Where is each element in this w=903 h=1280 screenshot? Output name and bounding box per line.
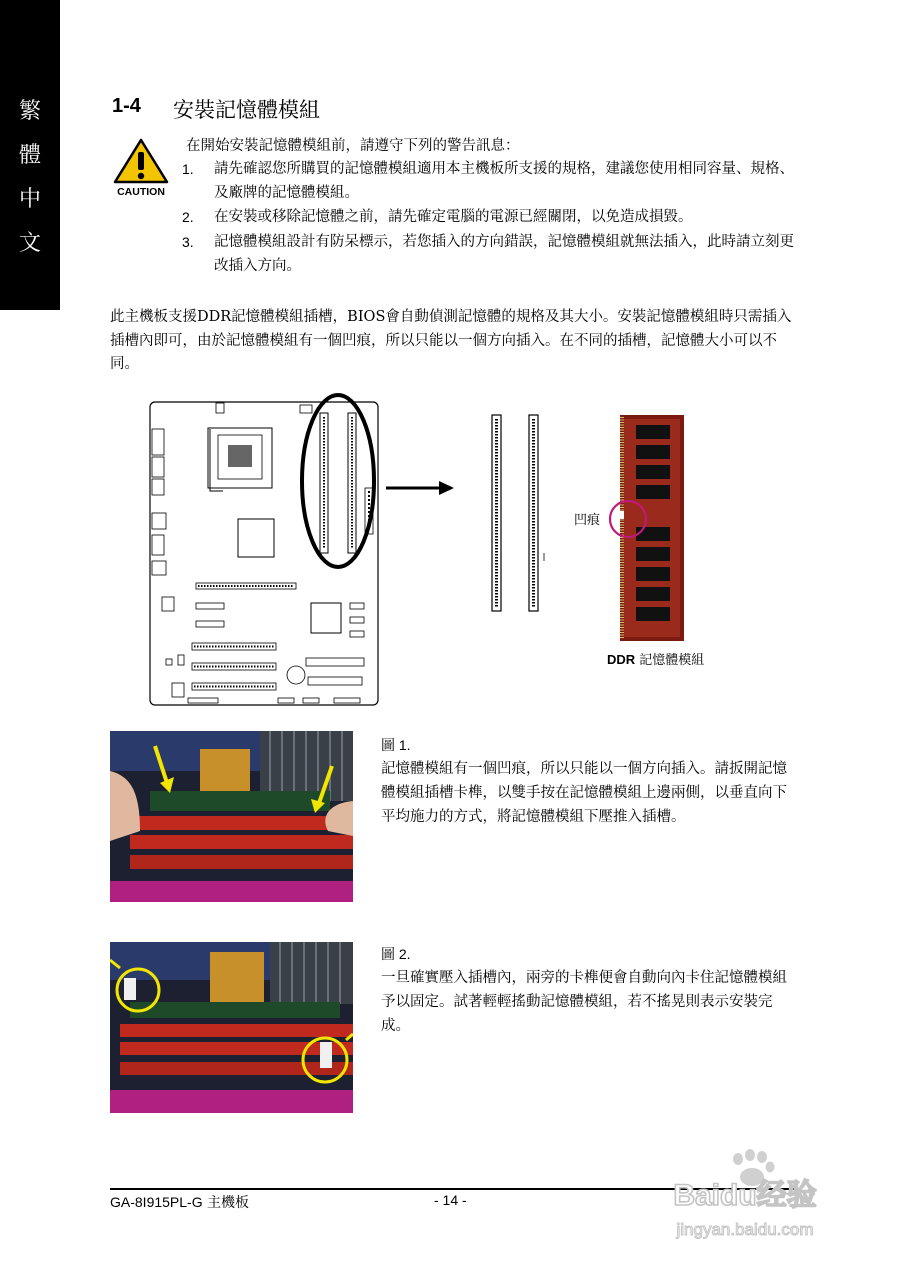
footer-model-suffix: 主機板 (202, 1195, 250, 1211)
language-side-tab (0, 0, 60, 310)
watermark-url: jingyan.baidu.com (676, 1220, 814, 1239)
side-tab-char: 體 (18, 143, 41, 168)
warning-number: 3. (182, 234, 194, 250)
warning-text: 記憶體模組設計有防呆標示，若您插入的方向錯誤，記憶體模組就無法插入，此時請立刻更改插入方向。 (214, 234, 794, 274)
body-paragraph: 此主機板支援DDR記憶體模組插槽，BIOS會自動偵測記憶體的規格及其大小。安裝記憶體模組時只需插入插槽內即可，由於記憶體模組有一個凹痕，所以只能以一個方向插入。在不同的插槽，記憶體大小可以不同。 (110, 309, 792, 372)
warning-text: 請先確認您所購買的記憶體模組適用本主機板所支援的規格，建議您使用相同容量、規格、及廠牌的記憶體模組。 (214, 161, 794, 201)
page-number: - 14 - (434, 1192, 467, 1208)
ddr-caption-bold: DDR (607, 652, 636, 667)
footer-model (110, 1192, 249, 1212)
caution-icon-label: CAUTION (117, 186, 165, 198)
ddr-module (618, 415, 684, 641)
enlarged-dimm-slots (492, 415, 538, 611)
warning-number: 2. (182, 209, 194, 225)
ddr-module-caption (607, 649, 704, 668)
ddr-caption-rest: 記憶體模組 (635, 653, 705, 668)
figure-1-description: 記憶體模組有一個凹痕，所以只能以一個方向插入。請扳開記憶體模組插槽卡榫，以雙手按在記憶體模組上邊兩側，以垂直向下平均施力的方式，將記憶體模組下壓推入插槽。 (381, 761, 787, 825)
warning-number: 1. (182, 161, 194, 177)
warning-text: 在安裝或移除記憶體之前，請先確定電腦的電源已經關閉，以免造成損毀。 (214, 209, 693, 225)
cpu-socket (208, 428, 272, 491)
caution-icon (112, 138, 170, 198)
notch-label: 凹痕 (574, 513, 601, 528)
side-tab-char: 文 (18, 231, 41, 256)
baidu-watermark (640, 1145, 850, 1255)
side-tab-char: 繁 (18, 99, 41, 124)
footer-model-name: GA-8I915PL-G (110, 1194, 203, 1210)
figure-1-label: 圖 1. (381, 737, 411, 753)
figure-2-label: 圖 2. (381, 946, 411, 962)
section-number: 1-4 (112, 95, 141, 117)
side-tab-char: 中 (18, 187, 41, 212)
watermark-brand: Baidu经验 (673, 1179, 817, 1212)
figure-2-description: 一旦確實壓入插槽內，兩旁的卡榫便會自動向內卡住記憶體模組予以固定。試著輕輕搖動記憶體模組，若不搖晃則表示安裝完成。 (381, 970, 787, 1034)
installation-photo-2 (110, 942, 353, 1113)
installation-photo-1 (110, 731, 353, 902)
section-title: 安裝記憶體模組 (173, 98, 320, 122)
caution-intro: 在開始安裝記憶體模組前，請遵守下列的警告訊息： (186, 138, 520, 154)
arrow-icon (439, 481, 454, 495)
